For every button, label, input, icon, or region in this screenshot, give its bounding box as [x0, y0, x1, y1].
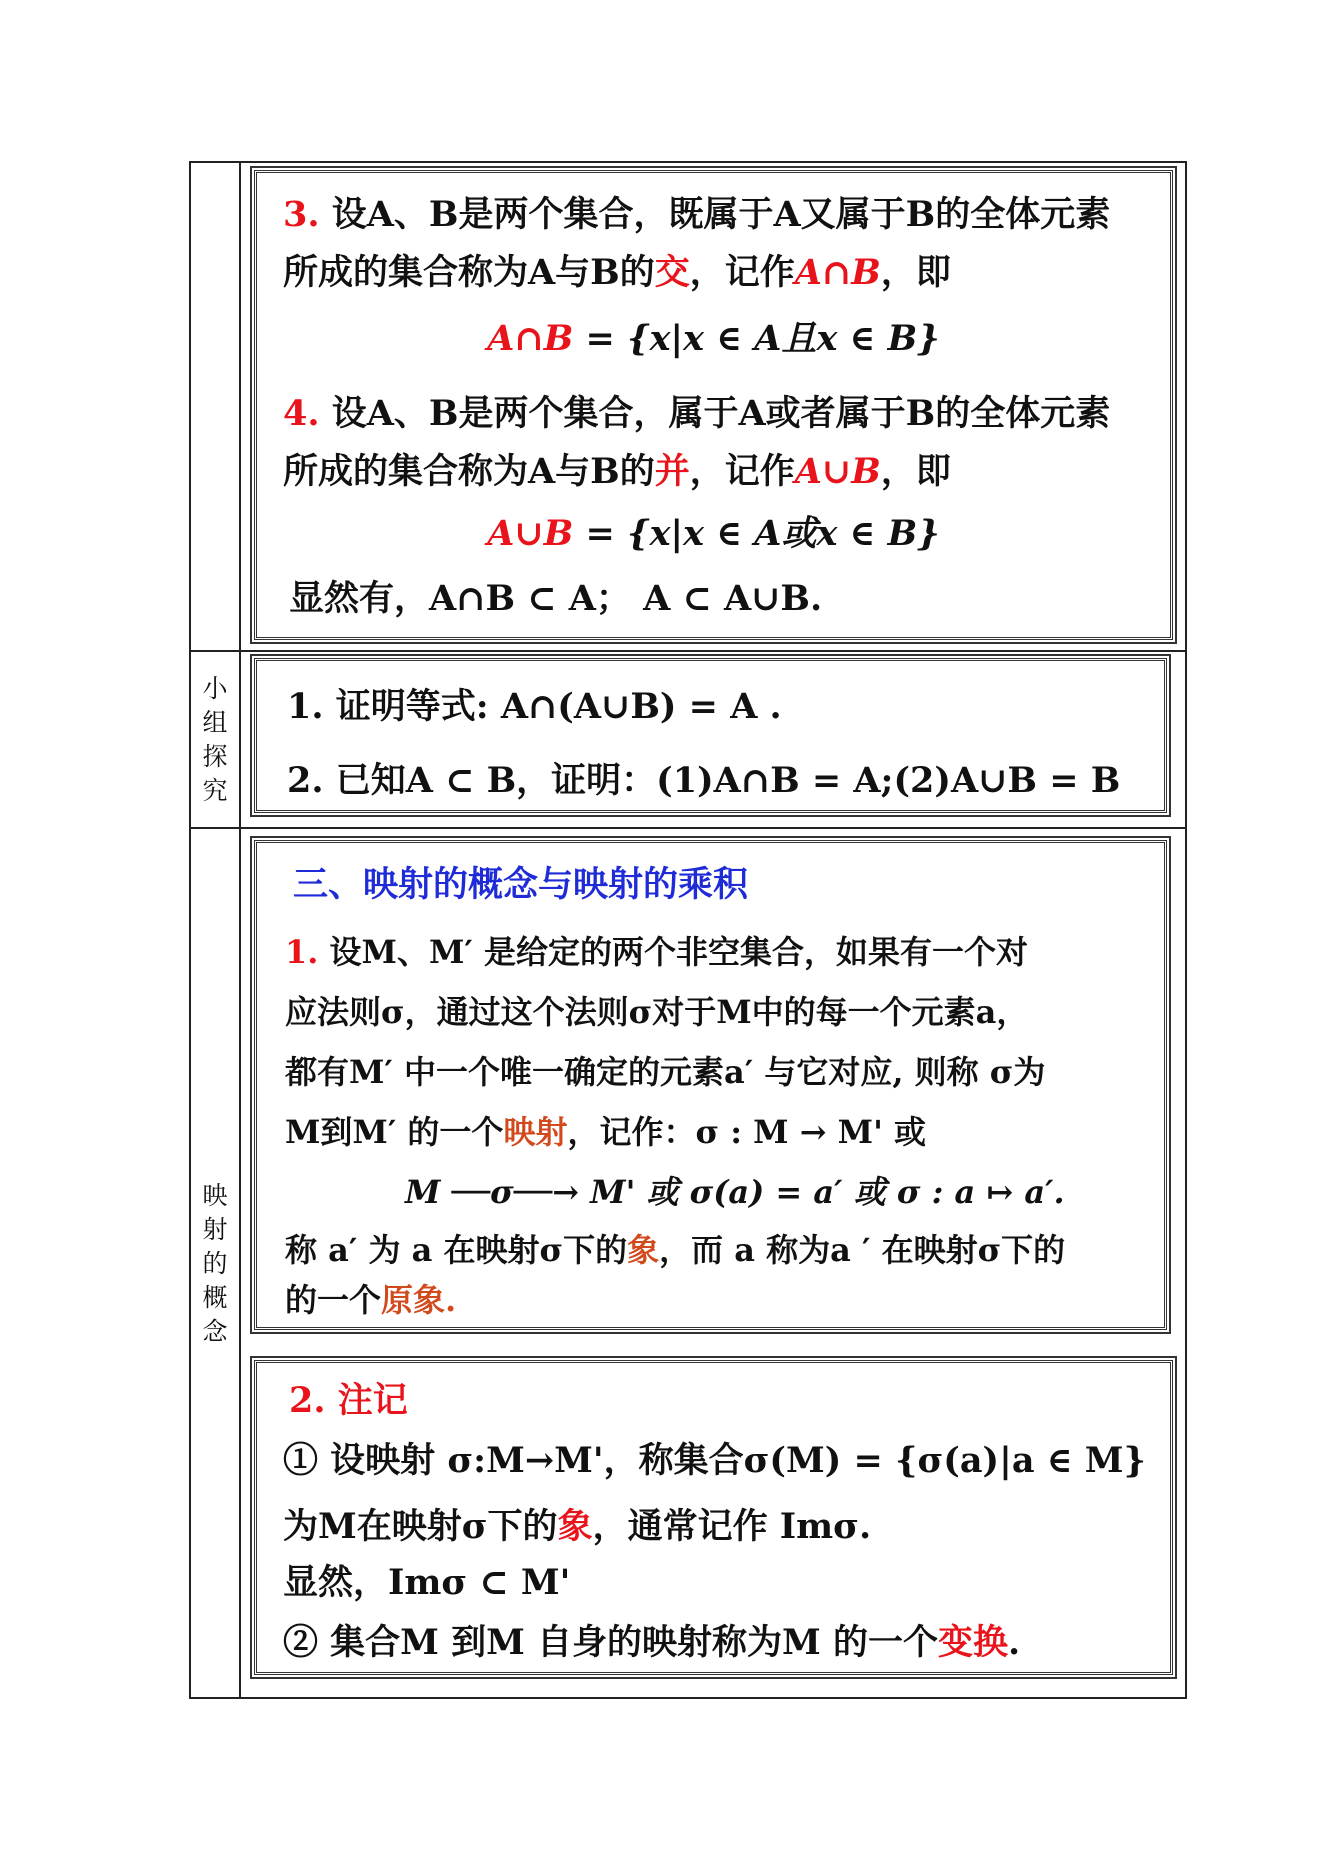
text: ，即 [880, 451, 951, 492]
text: ，即 [880, 252, 951, 293]
term-mapping: 映射 [503, 1113, 568, 1151]
formula-lhs: A∩B [487, 318, 574, 359]
exercise-2: 2. 已知A ⊂ B，证明：(1)A∩B = A;(2)A∪B = B [287, 760, 1121, 801]
item-number: 1. [285, 933, 319, 971]
text: M到M′ 的一个 [285, 1113, 504, 1151]
text: ，通常记作 Imσ. [592, 1506, 872, 1547]
text: 称 a′ 为 a 在映射σ下的 [285, 1231, 628, 1269]
term-image: 象 [627, 1231, 660, 1269]
text: ，记作 [689, 451, 795, 492]
column-divider [239, 163, 241, 1697]
intersection-union-box [254, 170, 1173, 640]
side-char: 概 [202, 1283, 228, 1312]
text: 设M、M′ 是给定的两个非空集合，如果有一个对 [329, 933, 1028, 971]
text: 为M在映射σ下的 [283, 1506, 558, 1547]
remark-1-line-2 [283, 1499, 871, 1549]
side-char: 探 [202, 741, 228, 771]
notation-intersection: A∩B [794, 252, 881, 293]
side-label-group-inquiry [191, 652, 239, 827]
mapping-definition-box [254, 840, 1167, 1330]
text: ，而 a 称为a ′ 在映射σ下的 [659, 1231, 1066, 1269]
term-preimage: 原象. [381, 1281, 457, 1319]
definition-1-line-4 [285, 1107, 926, 1153]
mapping-notation: M ──σ──→ M' 或 σ(a) = a′ 或 σ : a ↦ a′. [405, 1173, 1065, 1211]
definition-1-line-3: 都有M′ 中一个唯一确定的元素a′ 与它对应, 则称 σ为 [285, 1053, 1046, 1091]
text: 设A、B是两个集合，既属于A又属于B的全体元素 [331, 194, 1111, 235]
definition-1-line-1 [285, 927, 1028, 973]
definition-3-line-2 [283, 245, 951, 295]
text: 所成的集合称为A与B的 [283, 451, 655, 492]
side-char: 究 [202, 775, 228, 805]
definition-1-line-2: 应法则σ，通过这个法则σ对于M中的每一个元素a， [285, 993, 1029, 1031]
text: ，记作：σ : M → M' 或 [567, 1113, 927, 1151]
remark-2 [283, 1615, 1020, 1665]
row-divider-1 [191, 650, 1185, 652]
intersection-formula [257, 311, 1170, 361]
remarks-box [254, 1360, 1173, 1675]
obvious-statement: 显然有，A∩B ⊂ A； A ⊂ A∪B. [289, 578, 823, 619]
definition-3-line-1 [283, 187, 1110, 237]
formula-rhs: = {x|x ∈ A且x ∈ B} [585, 318, 940, 359]
definition-4-line-2 [283, 444, 951, 494]
text: ，记作 [689, 252, 795, 293]
section-heading: 三、映射的概念与映射的乘积 [293, 864, 749, 905]
side-char: 组 [202, 707, 228, 737]
row-divider-2 [191, 827, 1185, 829]
union-formula [257, 506, 1170, 556]
side-char: 小 [202, 673, 228, 703]
side-char: 射 [202, 1215, 228, 1244]
term-image: 象 [557, 1506, 593, 1547]
side-char: 映 [202, 1181, 228, 1210]
definition-1-line-6 [285, 1225, 1065, 1271]
term-intersection: 交 [654, 252, 690, 293]
side-char: 的 [202, 1249, 228, 1278]
text: ② 集合M 到M 自身的映射称为M 的一个 [283, 1622, 938, 1663]
item-number: 4. [283, 393, 320, 434]
term-transformation: 变换 [937, 1622, 1008, 1663]
text: 所成的集合称为A与B的 [283, 252, 655, 293]
formula-rhs: = {x|x ∈ A或x ∈ B} [585, 513, 940, 554]
text: 设A、B是两个集合，属于A或者属于B的全体元素 [331, 393, 1111, 434]
term-union: 并 [654, 451, 690, 492]
notation-union: A∪B [794, 451, 881, 492]
remark-1-line-3: 显然，Imσ ⊂ M' [283, 1562, 571, 1603]
side-char: 念 [202, 1317, 228, 1346]
side-label-mapping-concept [191, 829, 239, 1699]
remarks-title: 2. 注记 [289, 1380, 408, 1421]
formula-lhs: A∪B [487, 513, 574, 554]
text: 的一个 [285, 1281, 382, 1319]
exercise-1: 1. 证明等式: A∩(A∪B) = A . [287, 686, 782, 727]
remark-1-line-1: ① 设映射 σ:M→M'，称集合σ(M) = {σ(a)|a ∈ M} [283, 1440, 1147, 1481]
text: . [1008, 1622, 1021, 1663]
definition-4-line-1 [283, 386, 1110, 436]
group-inquiry-box [254, 658, 1167, 813]
item-number: 3. [283, 194, 320, 235]
definition-1-line-7 [285, 1275, 456, 1321]
